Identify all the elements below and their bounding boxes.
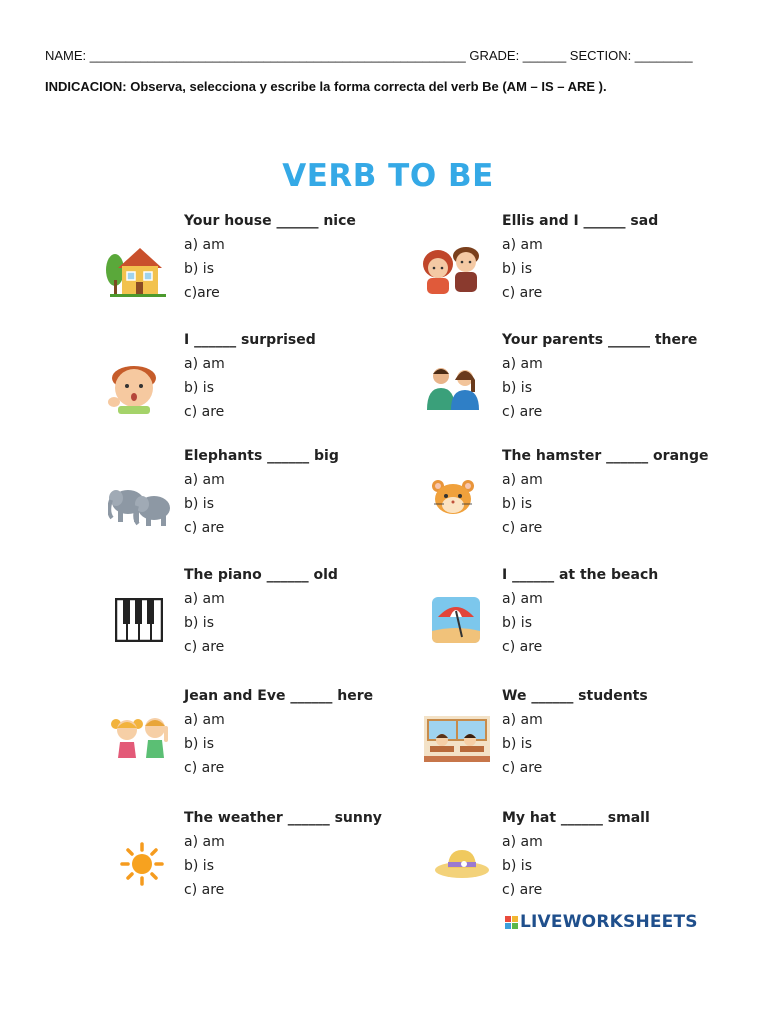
option-a[interactable]: a) am [184, 237, 225, 253]
option-b[interactable]: b) is [184, 615, 214, 631]
question-text: Your house ______ nice [184, 213, 356, 229]
question-11 [184, 806, 464, 902]
header-line: NAME: ____________________________________________________ GRADE: ______ SECTION: ________ [45, 48, 693, 63]
option-b[interactable]: b) is [184, 858, 214, 874]
question-text: The weather ______ sunny [184, 810, 382, 826]
question-text: Jean and Eve ______ here [184, 688, 374, 704]
question-text: Your parents ______ there [502, 332, 698, 348]
hat-icon [434, 846, 494, 906]
surprised-boy-icon [104, 362, 164, 422]
question-7 [184, 563, 464, 659]
option-b[interactable]: b) is [502, 615, 532, 631]
option-c[interactable]: c) are [184, 882, 225, 898]
question-text: The piano ______ old [184, 567, 338, 583]
question-text: We ______ students [502, 688, 648, 704]
parents-icon [425, 366, 485, 426]
question-2 [502, 209, 768, 305]
question-12 [502, 806, 768, 902]
option-a[interactable]: a) am [502, 356, 543, 372]
option-a[interactable]: a) am [184, 472, 225, 488]
option-a[interactable]: a) am [184, 834, 225, 850]
house-icon [104, 242, 164, 302]
beach-umbrella-icon [432, 597, 492, 657]
option-b[interactable]: b) is [184, 736, 214, 752]
question-text: I ______ at the beach [502, 567, 659, 583]
option-b[interactable]: b) is [502, 261, 532, 277]
worksheet-title: VERB TO BE [282, 158, 494, 194]
hamster-icon [430, 478, 490, 538]
option-a[interactable]: a) am [184, 591, 225, 607]
sad-kids-icon [418, 242, 478, 302]
question-6 [502, 444, 768, 540]
classroom-icon [424, 716, 484, 776]
question-10 [502, 684, 768, 780]
option-a[interactable]: a) am [502, 237, 543, 253]
liveworksheets-logo [505, 912, 698, 932]
question-8 [502, 563, 768, 659]
option-c[interactable]: c) are [502, 760, 543, 776]
question-text: I ______ surprised [184, 332, 316, 348]
option-c[interactable]: c) are [502, 520, 543, 536]
sun-icon [120, 842, 180, 902]
question-text: The hamster ______ orange [502, 448, 709, 464]
question-5 [184, 444, 464, 540]
kids-waving-icon [108, 716, 168, 776]
question-text: Elephants ______ big [184, 448, 339, 464]
logo-text: LIVEWORKSHEETS [520, 912, 698, 932]
option-c[interactable]: c) are [502, 882, 543, 898]
instruction-text: INDICACION: Observa, selecciona y escribe la forma correcta del verb Be (AM – IS – ARE ). [45, 79, 607, 94]
option-b[interactable]: b) is [184, 496, 214, 512]
option-c[interactable]: c)are [184, 285, 220, 301]
option-c[interactable]: c) are [184, 760, 225, 776]
option-c[interactable]: c) are [184, 639, 225, 655]
option-a[interactable]: a) am [184, 712, 225, 728]
option-a[interactable]: a) am [502, 472, 543, 488]
option-a[interactable]: a) am [502, 712, 543, 728]
option-a[interactable]: a) am [502, 591, 543, 607]
question-text: Ellis and I ______ sad [502, 213, 659, 229]
elephants-icon [108, 484, 168, 544]
option-b[interactable]: b) is [502, 496, 532, 512]
option-c[interactable]: c) are [502, 404, 543, 420]
question-9 [184, 684, 464, 780]
option-c[interactable]: c) are [184, 520, 225, 536]
question-4 [502, 328, 768, 424]
option-c[interactable]: c) are [502, 285, 543, 301]
option-c[interactable]: c) are [184, 404, 225, 420]
option-b[interactable]: b) is [502, 858, 532, 874]
option-b[interactable]: b) is [502, 380, 532, 396]
option-b[interactable]: b) is [184, 261, 214, 277]
option-b[interactable]: b) is [502, 736, 532, 752]
question-3 [184, 328, 464, 424]
option-b[interactable]: b) is [184, 380, 214, 396]
option-c[interactable]: c) are [502, 639, 543, 655]
option-a[interactable]: a) am [184, 356, 225, 372]
logo-blocks-icon [505, 916, 518, 929]
piano-icon [115, 598, 175, 658]
option-a[interactable]: a) am [502, 834, 543, 850]
question-text: My hat ______ small [502, 810, 650, 826]
